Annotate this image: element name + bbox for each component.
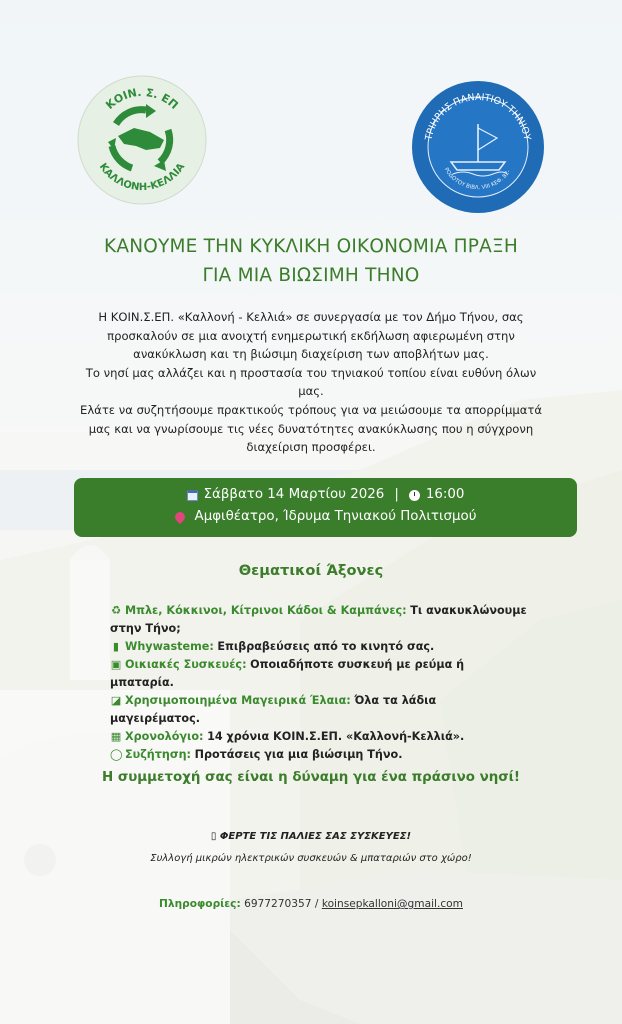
map-pin-icon — [172, 510, 186, 524]
logo-bottom-text: ΚΑΛΛΟΝΗ-ΚΕΛΛΙΑ — [96, 161, 188, 194]
event-separator: | — [394, 487, 399, 502]
contact-info — [0, 898, 622, 910]
theme-value: 14 χρόνια ΚΟΙΝ.Σ.ΕΠ. «Καλλονή-Κελλιά». — [207, 730, 465, 743]
list-item — [110, 656, 530, 692]
page-title — [0, 232, 622, 290]
calendar-icon: ▦ — [110, 730, 122, 743]
contact-slash: / — [314, 898, 319, 910]
clock-icon — [409, 490, 420, 501]
appliance-icon: ▣ — [110, 658, 122, 671]
logo-ring-text: ΤΡΙΗΡΗΣ ΠΑΝΑΙΤΙΟΥ ΤΗΝΙΟΥ — [423, 91, 533, 142]
contact-email-link[interactable]: koinsepkalloni@gmail.com — [321, 898, 463, 910]
theme-key: Οικιακές Συσκευές: — [125, 658, 247, 671]
theme-value: Επιβραβεύσεις από το κινητό σας. — [217, 640, 435, 653]
list-item — [110, 602, 530, 638]
title-line-1: ΚΑΝΟΥΜΕ ΤΗΝ ΚΥΚΛΙΚΗ ΟΙΚΟΝΟΜΙΑ ΠΡΑΞΗ — [104, 236, 518, 257]
theme-key: Μπλε, Κόκκινοι, Κίτρινοι Κάδοι & Καμπάνες: — [125, 604, 407, 617]
trireme-logo — [409, 78, 547, 216]
phone-icon: ▮ — [112, 640, 120, 653]
list-item — [110, 638, 530, 656]
bring-devices-title — [0, 831, 622, 842]
contact-phone[interactable]: 6977270357 — [244, 898, 312, 910]
bring-devices-subtitle: Συλλογή μικρών ηλεκτρικών συσκευών & μπαταριών στο χώρο! — [150, 853, 472, 864]
chat-icon: ◯ — [110, 748, 123, 761]
theme-value: Τι ανακυκλώνουμε στην Τήνο; — [110, 604, 527, 635]
themes-list — [110, 602, 530, 764]
intro-paragraph-3: Ελάτε να συζητήσουμε πρακτικούς τρόπους για να μειώσουμε τα απορρίμματά μας και να γνωρίσουμε τις νέες δυνατότητες ανακύκλωσης που η σύγχρονη διαχείριση προσφέρει. — [80, 402, 542, 455]
event-venue-row — [74, 506, 577, 528]
intro-paragraph-1: Η ΚΟΙΝ.Σ.ΕΠ. «Καλλονή - Κελλιά» σε συνεργασία με τον Δήμο Τήνου, σας προσκαλούν σε μια ανοιχτή ενημερωτική εκδήλωση αφιερωμένη στην ανακύκλωση και τη βιώσιμη διαχείριση των αποβλήτων μας. — [98, 310, 524, 362]
theme-value: Όλα τα λάδια μαγειρέματος. — [110, 694, 437, 725]
list-item — [110, 746, 530, 764]
event-time: 16:00 — [425, 487, 465, 502]
logo-top-text: ΚΟΙΝ. Σ. ΕΠ — [103, 85, 181, 112]
koinsep-logo — [76, 74, 208, 206]
event-details-box — [74, 478, 577, 537]
recycle-icon: ♻ — [110, 604, 122, 617]
theme-key: Whywasteme: — [125, 640, 214, 653]
intro-paragraph-2: Το νησί μας αλλάζει και η προστασία του τηνιακού τοπίου είναι ευθύνη όλων μας. — [85, 365, 537, 399]
event-venue: Αμφιθέατρο, Ίδρυμα Τηνιακού Πολιτισμού — [194, 509, 477, 524]
contact-label: Πληροφορίες: — [159, 898, 241, 910]
title-line-2: ΓΙΑ ΜΙΑ ΒΙΩΣΙΜΗ ΤΗΝΟ — [202, 265, 420, 286]
call-to-action: Η συμμετοχή σας είναι η δύναμη για ένα πράσινο νησί! — [101, 770, 521, 785]
phone-icon: ▯ — [210, 831, 220, 842]
theme-value: Προτάσεις για μια βιώσιμη Τήνο. — [194, 748, 403, 761]
oil-icon: ◪ — [110, 694, 122, 707]
logo-inner-text: ΡΟΔΟΤΟΥ ΒΙΒΛ. VIII ΚΕΦ. 82- — [442, 166, 512, 192]
intro-text — [74, 308, 548, 457]
theme-key: Συζήτηση: — [125, 748, 192, 761]
list-item — [110, 692, 530, 728]
theme-key: Χρησιμοποιημένα Μαγειρικά Έλαια: — [125, 694, 351, 707]
bring-devices-text: ΦΕΡΤΕ ΤΙΣ ΠΑΛΙΕΣ ΣΑΣ ΣΥΣΚΕΥΕΣ! — [219, 831, 412, 842]
calendar-icon — [187, 490, 198, 501]
list-item — [110, 728, 530, 746]
theme-value: Οποιαδήποτε συσκευή με ρεύμα ή μπαταρία. — [110, 658, 465, 689]
event-date: Σάββατο 14 Μαρτίου 2026 — [203, 487, 385, 502]
theme-key: Χρονολόγιο: — [125, 730, 204, 743]
themes-heading: Θεματικοί Άξονες — [238, 562, 384, 579]
event-datetime-row — [74, 484, 577, 506]
